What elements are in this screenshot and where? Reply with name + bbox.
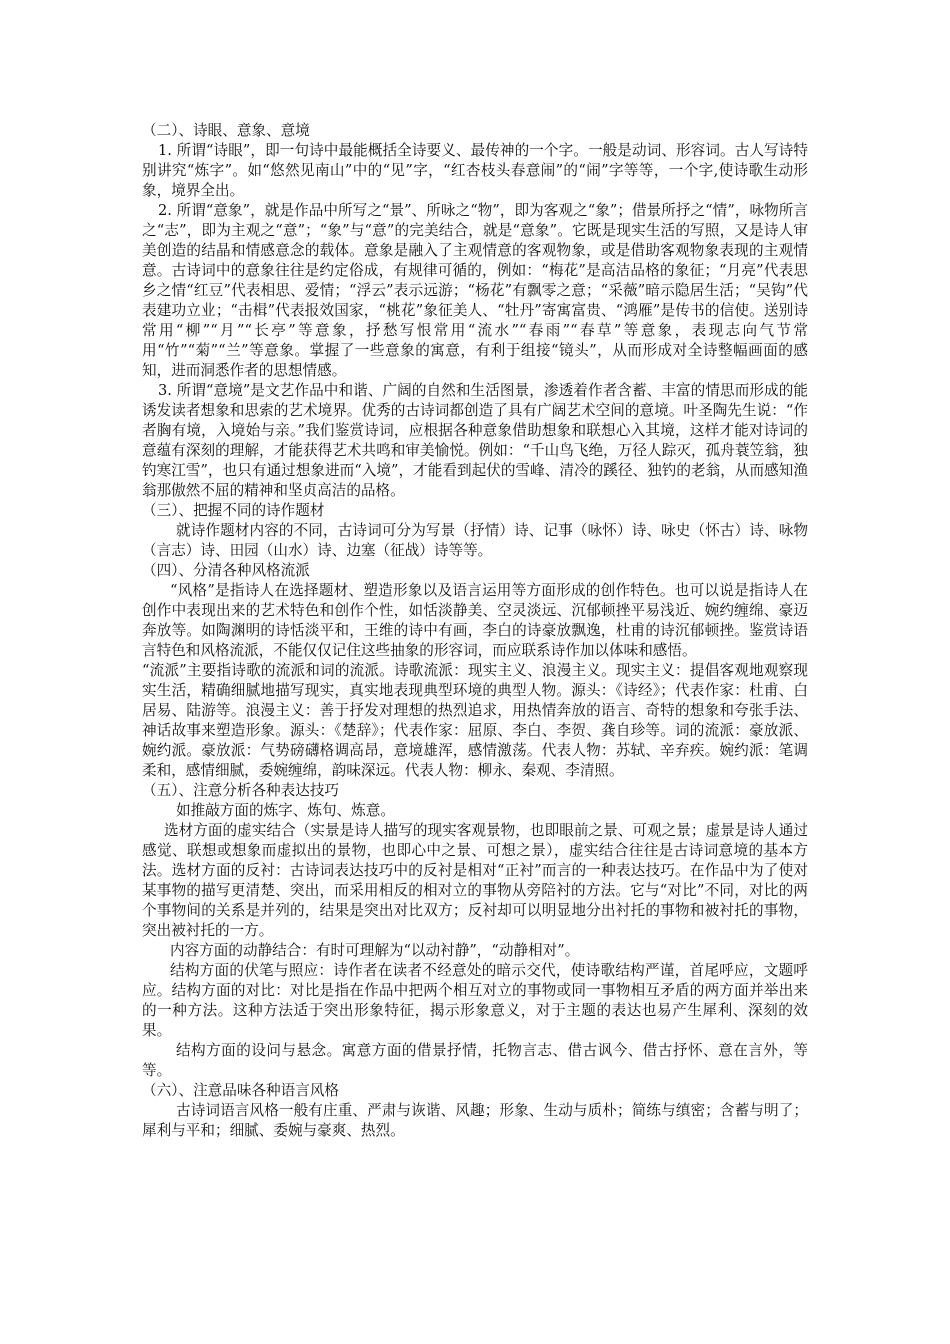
paragraph-language-style: 古诗词语言风格一般有庄重、严肃与诙谐、风趣；形象、生动与质朴；简练与缜密；含蓄与明了；犀利与平和；细腻、委婉与豪爽、热烈。 xyxy=(142,1102,808,1139)
paragraph-suspense: 结构方面的设问与悬念。寓意方面的借景抒情，托物言志、借古讽今、借古抒怀、意在言外，等等。 xyxy=(142,1042,808,1079)
paragraph-motion-stillness: 内容方面的动静结合：有时可理解为“以动衬静”，“动静相对”。 xyxy=(170,942,580,959)
section-heading-5: （五）、注意分析各种表达技巧 xyxy=(142,782,340,799)
paragraph-artistic-conception: 3. 所谓“意境”是文艺作品中和谐、广阔的自然和生活图景，渗透着作者含蓄、丰富的情思而形成的能诱发读者想象和思索的艺术境界。优秀的古诗词都创造了具有广阔艺术空间的意境。叶圣陶先生说：“作者胸有境，入境始与亲。”我们鉴赏诗词，应根据各种意象借助想象和联想心入其境，这样才能对诗词的意蕴有深刻的理解，才能获得艺术共鸣和审美愉悦。例如：“千山鸟飞绝，万径人踪灭，孤舟蓑笠翁，独钓寒江雪”，也只有通过想象进而“入境”，才能看到起伏的雪峰、清冷的蹊径、独钓的老翁，从而感知渔翁那傲然不屈的精神和坚贞高洁的品格。 xyxy=(142,382,808,499)
paragraph-structure: 结构方面的伏笔与照应：诗作者在读者不经意处的暗示交代，使诗歌结构严谨，首尾呼应，文题呼应。结构方面的对比：对比是指在作品中把两个相互对立的事物或同一事物相互矛盾的两方面并举出来的一种方法。这种方法适于突出形象特征，揭示形象意义，对于主题的表达也易产生犀利、深刻的效果。 xyxy=(142,962,808,1039)
section-heading-6: （六）、注意品味各种语言风格 xyxy=(142,1082,340,1099)
paragraph-refinement: 如推敲方面的炼字、炼句、炼意。 xyxy=(176,802,395,819)
paragraph-schools: “流派”主要指诗歌的流派和词的流派。诗歌流派：现实主义、浪漫主义。现实主义：提倡客观地观察现实生活，精确细腻地描写现实，真实地表现典型环境的典型人物。源头：《诗经》；代表作家：杜甫、白居易、陆游等。浪漫主义：善于抒发对理想的热烈追求，用热情奔放的语言、奇特的想象和夸张手法、神话故事来塑造形象。源头：《楚辞》；代表作家：屈原、李白、李贺、龚自珍等。词的流派：豪放派、婉约派。豪放派：气势磅礴格调高昂，意境雄浑，感情激荡。代表人物：苏轼、辛弃疾。婉约派：笔调柔和，感情细腻，委婉缠绵，韵味深远。代表人物：柳永、秦观、李清照。 xyxy=(142,662,808,779)
paragraph-themes: 就诗作题材内容的不同，古诗词可分为写景（抒情）诗、记事（咏怀）诗、咏史（怀古）诗、咏物（言志）诗、田园（山水）诗、边塞（征战）诗等等。 xyxy=(142,522,808,559)
section-heading-3: （三）、把握不同的诗作题材 xyxy=(142,502,325,519)
section-heading-2: （二）、诗眼、意象、意境 xyxy=(142,122,310,139)
document-body xyxy=(142,121,808,1141)
section-heading-4: （四）、分清各种风格流派 xyxy=(142,562,310,579)
paragraph-material-selection: 选材方面的虚实结合（实景是诗人描写的现实客观景物，也即眼前之景、可观之景；虚景是诗人通过感觉、联想或想象而虚拟出的景物，也即心中之景、可想之景），虚实结合往往是古诗词意境的基本方法。选材方面的反衬：古诗词表达技巧中的反衬是相对“正衬”而言的一种表达技巧。在作品中为了使对某事物的描写更清楚、突出，而采用相反的相对立的事物从旁陪衬的方法。它与“对比”不同，对比的两个事物间的关系是并列的，结果是突出对比双方；反衬却可以明显地分出衬托的事物和被衬托的事物，突出被衬托的一方。 xyxy=(142,822,808,939)
paragraph-style: “风格”是指诗人在选择题材、塑造形象以及语言运用等方面形成的创作特色。也可以说是指诗人在创作中表现出来的艺术特色和创作个性，如恬淡静美、空灵淡远、沉郁顿挫平易浅近、婉约缠绵、豪迈奔放等。如陶渊明的诗恬淡平和，王维的诗中有画，李白的诗豪放飘逸，杜甫的诗沉郁顿挫。鉴赏诗语言特色和风格流派，不能仅仅记住这些抽象的形容词，而应联系诗作加以体味和感悟。 xyxy=(142,582,808,659)
paragraph-poem-eye: 1. 所谓“诗眼”，即一句诗中最能概括全诗要义、最传神的一个字。一般是动词、形容词。古人写诗特别讲究“炼字”。如“悠然见南山”中的“见”字，“红杏枝头春意闹”的“闹”字等等，一个字,使诗歌生动形象，境界全出。 xyxy=(142,142,808,199)
paragraph-imagery: 2. 所谓“意象”，就是作品中所写之“景”、所咏之“物”，即为客观之“象”；借景所抒之“情”，咏物所言之“志”，即为主观之“意”；“象”与“意”的完美结合，就是“意象”。它既是现实生活的写照，又是诗人审美创造的结晶和情感意念的载体。意象是融入了主观情意的客观物象，或是借助客观物象表现的主观情意。古诗词中的意象往往是约定俗成，有规律可循的，例如：“梅花”是高洁品格的象征；“月亮”代表思乡之情“红豆”代表相思、爱情；“浮云”表示远游；“杨花”有飘零之意；“采薇”暗示隐居生活；“吴钩”代表建功立业；“击楫”代表报效国家，“桃花”象征美人、“牡丹”寄寓富贵、“鸿雁”是传书的信使。送别诗常用“柳”“月”“长亭”等意象，抒愁写恨常用“流水”“春雨”“春草”等意象，表现志向气节常用“竹”“菊”“兰”等意象。掌握了一些意象的寓意，有利于组接“镜头”，从而形成对全诗整幅画面的感知，进而洞悉作者的思想情感。 xyxy=(142,202,808,379)
